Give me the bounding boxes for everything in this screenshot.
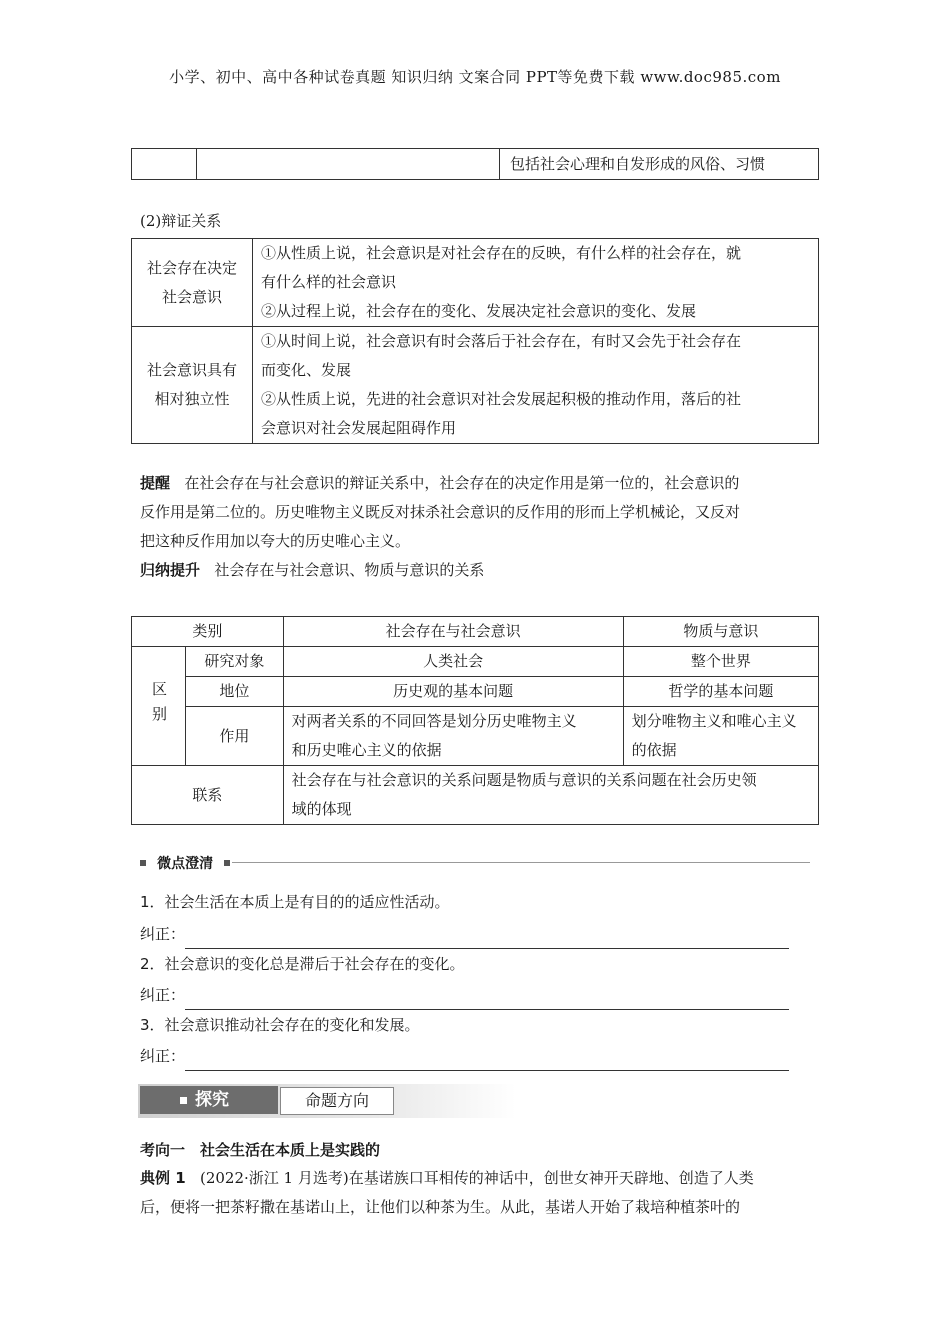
clarify-header (140, 852, 810, 874)
table-cell: 社会存在与社会意识的关系问题是物质与意识的关系问题在社会历史领 域的体现 (283, 766, 818, 825)
section-title: (2)辩证关系 (140, 212, 222, 230)
header-col1: 社会存在与社会意识 (283, 617, 623, 647)
reminder-paragraph: 提醒 在社会存在与社会意识的辩证关系中，社会存在的决定作用是第一位的，社会意识的 反作用是第二位的。历史唯物主义既反对抹杀社会意识的反作用的形而上学机械论，又反对 把这种反作用加以夸大的历史唯心主义。 (140, 474, 741, 550)
fix-line: 纠正： (140, 981, 812, 1010)
table-cell: 整个世界 (623, 647, 818, 677)
table-cell: 哲学的基本问题 (623, 677, 818, 707)
banner-light-tab: 命题方向 (280, 1087, 394, 1115)
answer-blank[interactable] (185, 1054, 789, 1071)
direction-title: 考向一 社会生活在本质上是实践的 (140, 1141, 381, 1159)
table-cell: 历史观的基本问题 (283, 677, 623, 707)
clarify-item: 1．社会生活在本质上是有目的的适应性活动。 (140, 893, 450, 911)
square-bullet-icon (140, 860, 146, 866)
page-header: 小学、初中、高中各种试卷真题 知识归纳 文案合同 PPT等免费下载 www.doc985.com (169, 68, 781, 86)
group-label: 区别 (132, 647, 186, 766)
square-bullet-icon (224, 860, 230, 866)
example-paragraph: 典例 1 (2022·浙江 1 月选考)在基诺族口耳相传的神话中，创世女神开天辟地、创造了人类 后，便将一把茶籽撒在基诺山上，让他们以种茶为生。从此，基诺人开始了栽培种植茶叶的 (140, 1169, 754, 1216)
fix-line: 纠正： (140, 920, 812, 949)
reminder-label: 提醒 (140, 474, 171, 492)
divider (232, 862, 810, 863)
row-label: 作用 (186, 707, 284, 766)
header-col2: 物质与意识 (623, 617, 818, 647)
example-label: 典例 1 (140, 1169, 186, 1187)
table-cell: 划分唯物主义和唯心主义 的依据 (623, 707, 818, 766)
empty-cell (132, 149, 197, 180)
summary-heading: 归纳提升 社会存在与社会意识、物质与意识的关系 (140, 561, 485, 579)
row-label: 社会意识具有 相对独立性 (132, 327, 253, 444)
clarify-item: 3．社会意识推动社会存在的变化和发展。 (140, 1016, 420, 1034)
header-category: 类别 (132, 617, 284, 647)
square-bullet-icon (180, 1097, 187, 1104)
comparison-table (131, 616, 819, 825)
row-content: ①从性质上说，社会意识是对社会存在的反映，有什么样的社会存在，就 有什么样的社会意识 ②从过程上说，社会存在的变化、发展决定社会意识的变化、发展 (253, 239, 819, 327)
clarify-item: 2．社会意识的变化总是滞后于社会存在的变化。 (140, 955, 465, 973)
row-label: 联系 (132, 766, 284, 825)
fix-line: 纠正： (140, 1042, 812, 1071)
clarify-title: 微点澄清 (157, 855, 214, 872)
table-cell: 人类社会 (283, 647, 623, 677)
row-label: 地位 (186, 677, 284, 707)
row-content: ①从时间上说，社会意识有时会落后于社会存在，有时又会先于社会存在 而变化、发展 ②从性质上说，先进的社会意识对社会发展起积极的推动作用，落后的社 会意识对社会发展起阻碍作用 (253, 327, 819, 444)
banner-dark-tab: 探究 (140, 1086, 278, 1114)
table-cell: 包括社会心理和自发形成的风俗、习惯 (500, 149, 819, 180)
top-table-fragment (131, 148, 819, 180)
dialectic-table (131, 238, 819, 444)
empty-cell (197, 149, 500, 180)
answer-blank[interactable] (185, 932, 789, 949)
table-cell: 对两者关系的不同回答是划分历史唯物主义 和历史唯心主义的依据 (283, 707, 623, 766)
answer-blank[interactable] (185, 993, 789, 1010)
row-label: 社会存在决定 社会意识 (132, 239, 253, 327)
row-label: 研究对象 (186, 647, 284, 677)
